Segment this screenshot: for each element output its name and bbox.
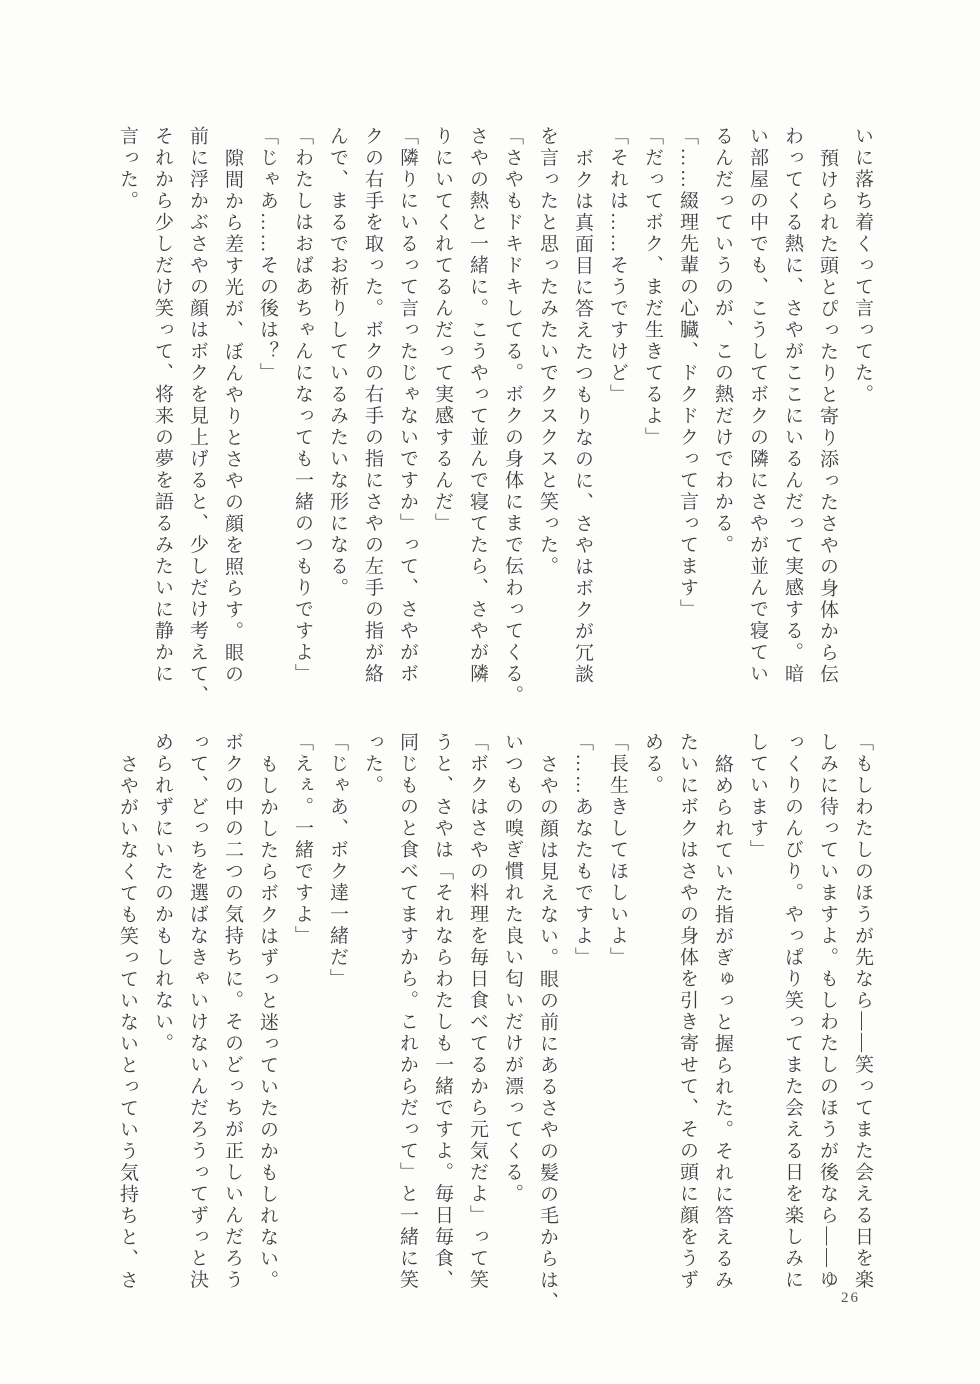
text-line: ボクの中の二つの気持ちに。そのどっちが正しいんだろう [222,732,243,1291]
text-line: さやの熱と一緒に。こうやって並んで寝てたら、さやが隣 [467,126,488,685]
page-number: 26 [841,1290,860,1306]
text-line: それから少しだけ笑って、将来の夢を語るみたいに静かに [152,126,173,685]
text-line: って、どっちを選ばなきゃいけないんだろうってずっと決 [187,732,208,1291]
text-line: しみに待っていますよ。もしわたしのほうが後なら――ゆ [817,732,838,1291]
text-line: 「わたしはおばあちゃんになっても一緒のつもりですよ」 [292,126,313,685]
text-line: 「じゃあ、ボク達一緒だ」 [327,732,348,990]
text-line: っくりのんびり。やっぱり笑ってまた会える日を楽しみに [782,732,803,1291]
text-line: 「じゃあ……その後は？」 [257,126,278,384]
text-line: 絡められていた指がぎゅっと握られた。それに答えるみ [712,753,733,1291]
text-line: められずにいたのかもしれない。 [152,732,173,1055]
text-line: 「えぇ。一緒ですよ」 [292,732,313,947]
text-line: うと、さやは「それならわたしも一緒ですよ。毎日毎食、 [432,732,453,1291]
text-line: さやの顔は見えない。眼の前にあるさやの髪の毛からは、 [537,753,558,1313]
text-line: いに落ち着くって言ってた。 [852,126,873,406]
text-line: るんだっていうのが、この熱だけでわかる。 [712,126,733,556]
text-line: いつもの嗅ぎ慣れた良い匂いだけが漂ってくる。 [502,732,523,1205]
text-line: 同じものと食べてますから。これからだって」と一緒に笑 [397,732,418,1291]
text-line: 「それは……そうですけど」 [607,126,628,406]
text-line: 前に浮かぶさやの顔はボクを見上げると、少しだけ考えて、 [187,126,208,707]
text-line: い部屋の中でも、こうしてボクの隣にさやが並んで寝てい [747,126,768,685]
text-line: 預けられた頭とぴったりと寄り添ったさやの身体から伝 [817,147,838,685]
text-line: った。 [362,732,383,797]
text-line: 「……あなたもですよ」 [572,732,593,969]
text-line: 「だってボク、まだ生きてるよ」 [642,126,663,449]
text-block-top [108,126,880,707]
text-line: たいにボクはさやの身体を引き寄せて、その頭に顔をうず [677,732,698,1291]
text-line: んで、まるでお祈りしているみたいな形になる。 [327,126,348,599]
text-line: 隙間から差す光が、ぼんやりとさやの顔を照らす。眼の [222,147,243,685]
text-line: める。 [642,732,663,797]
text-line: ボクは真面目に答えたつもりなのに、さやはボクが冗談 [572,147,593,685]
text-line: 「もしわたしのほうが先なら――笑ってまた会える日を楽 [852,732,873,1291]
text-line: クの右手を取った。ボクの右手の指にさやの左手の指が絡 [362,126,383,685]
text-line: 「さやもドキドキしてる。ボクの身体にまで伝わってくる。 [502,126,523,707]
text-line: わってくる熱に、さやがここにいるんだって実感する。暗 [782,126,803,685]
text-line: もしかしたらボクはずっと迷っていたのかもしれない。 [257,753,278,1291]
text-line: さやがいなくても笑っていないとっていう気持ちと、さ [117,753,138,1291]
text-line: しています」 [747,732,768,861]
text-line: 「長生きしてほしいよ」 [607,732,628,969]
text-line: を言ったと思ったみたいでクスクスと笑った。 [537,126,558,578]
text-line: りにいてくれてるんだって実感するんだ」 [432,126,453,535]
text-line: 「隣りにいるって言ったじゃないですか」って、さやがボ [397,126,418,685]
text-line: 言った。 [117,126,138,212]
text-line: 「……綴理先輩の心臓、ドクドクって言ってます」 [677,126,698,621]
text-line: 「ボクはさやの料理を毎日食べてるから元気だよ」って笑 [467,732,488,1291]
